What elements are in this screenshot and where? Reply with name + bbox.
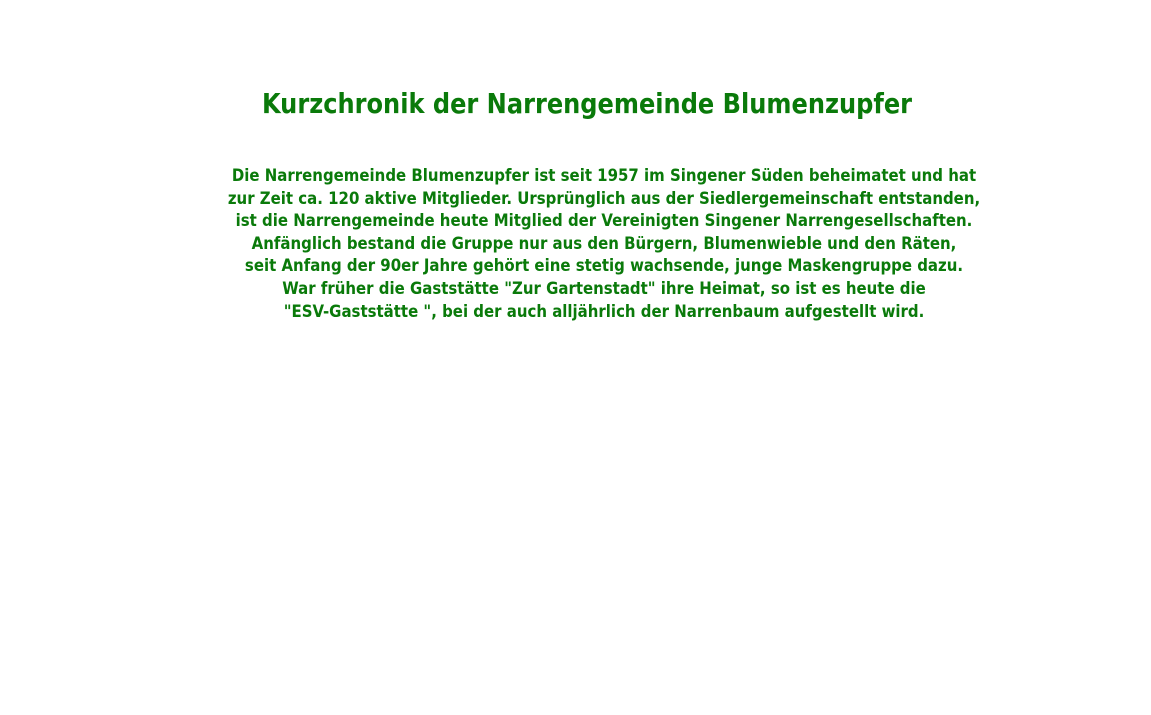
paragraph-line: Die Narrengemeinde Blumenzupfer ist seit 1957 im Singener Süden beheimatet und hat bbox=[231, 166, 977, 186]
chronicle-paragraph bbox=[72, 165, 1135, 323]
paragraph-line: "ESV-Gaststätte ", bei der auch alljährlich der Narrenbaum aufgestellt wird. bbox=[283, 301, 925, 322]
paragraph-line: ist die Narrengemeinde heute Mitglied der Vereinigten Singener Narrengesellschaften. bbox=[235, 211, 973, 232]
paragraph-line: War früher die Gaststätte "Zur Gartenstadt" ihre Heimat, so ist es heute die bbox=[282, 278, 926, 299]
paragraph-line: zur Zeit ca. 120 aktive Mitglieder. Ursprünglich aus der Siedlergemeinschaft entstanden, bbox=[227, 188, 981, 209]
page-title: Kurzchronik der Narrengemeinde Blumenzupfer bbox=[261, 87, 913, 120]
paragraph-line: seit Anfang der 90er Jahre gehört eine stetig wachsende, junge Maskengruppe dazu. bbox=[244, 256, 964, 277]
paragraph-line: Anfänglich bestand die Gruppe nur aus den Bürgern, Blumenwieble und den Räten, bbox=[251, 233, 957, 254]
